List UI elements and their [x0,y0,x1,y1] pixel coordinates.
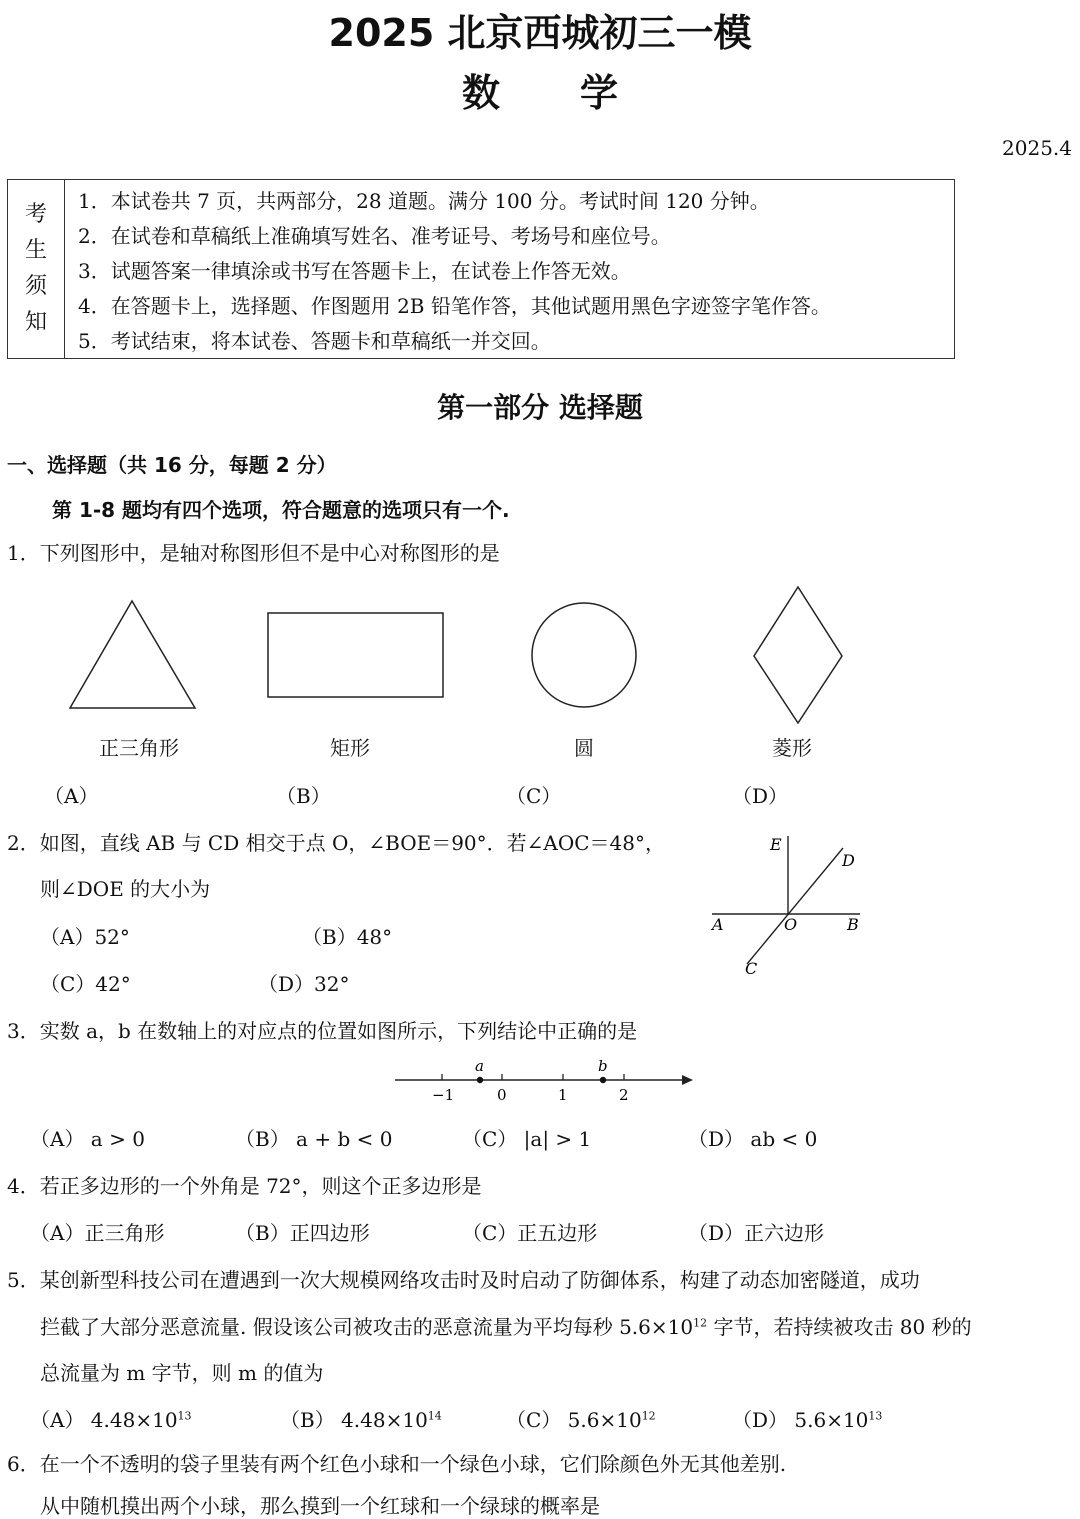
q6-line2: 从中随机摸出两个小球，那么摸到一个红球和一个绿球的概率是 [40,1494,600,1518]
q5-option [506,1404,656,1433]
rectangle-shape [268,613,443,697]
notice-item: 3．试题答案一律填涂或书写在答题卡上，在试卷上作答无效。 [78,259,631,283]
q2-option: （B）48° [302,925,393,949]
q5-option-exp: 12 [641,1409,656,1423]
triangle-shape [70,601,195,708]
tick-label: 1 [558,1086,568,1104]
q5-option [280,1404,442,1433]
q1-stem: 1．下列图形中，是轴对称图形但不是中心对称图形的是 [7,541,500,565]
q2-figure [700,826,880,986]
q5-option-exp: 13 [868,1409,883,1423]
notice-label-char: 考 [24,202,47,227]
axis-arrow [682,1075,693,1085]
subject-title: 数学 [461,71,698,115]
q1-option: （B） [276,784,331,808]
q6-line1: 6．在一个不透明的袋子里装有两个红色小球和一个绿色小球，它们除颜色外无其他差别. [7,1452,787,1476]
q1-figures [0,580,1080,730]
q5-exponent: 12 [693,1316,708,1330]
q5-line2-text: 拦截了大部分恶意流量. 假设该公司被攻击的恶意流量为平均每秒 5.6×10 [40,1315,694,1339]
q4-option: （B）正四边形 [235,1221,370,1245]
notice-label [8,180,65,358]
section-title: 一、选择题（共 16 分，每题 2 分） [7,453,337,477]
q1-caption: 正三角形 [99,736,179,760]
notice-items [78,184,831,359]
q5-option-base: （B） 4.48×10 [280,1408,428,1432]
circle-shape [532,603,636,707]
q1-caption: 圆 [574,736,594,760]
q1-option: （C） [506,784,562,808]
tick-label: 0 [497,1086,507,1104]
exam-title: 2025 北京西城初三一模 [328,11,752,55]
point-a [477,1077,483,1083]
q3-number-line [380,1052,710,1104]
q5-option-base: （D） 5.6×10 [732,1408,869,1432]
label-d: D [842,851,855,870]
q2-stem-line1: 2．如图，直线 AB 与 CD 相交于点 O，∠BOE＝90°．若∠AOC＝48°， [7,831,666,855]
tick-label: 2 [619,1086,629,1104]
q1-option: （A） [44,784,99,808]
notice-label-char: 生 [24,238,47,263]
q5-line3: 总流量为 m 字节，则 m 的值为 [40,1361,324,1385]
q4-option: （D）正六边形 [688,1221,825,1245]
notice-label-char: 须 [24,274,47,299]
q5-line2-tail: 字节，若持续被攻击 80 秒的 [707,1315,972,1339]
q4-option: （C）正五边形 [462,1221,598,1245]
q5-line1: 5．某创新型科技公司在遭遇到一次大规模网络攻击时及时启动了防御体系，构建了动态加密隧道，成功 [7,1268,920,1292]
part-title: 第一部分 选择题 [437,391,643,424]
q1-caption: 矩形 [330,736,370,760]
q5-line2 [40,1311,972,1340]
q1-option: （D） [732,784,789,808]
q5-option-base: （A） 4.48×10 [30,1408,178,1432]
q2-option: （D）32° [258,972,350,996]
label-b: B [847,915,859,934]
notice-item: 1．本试卷共 7 页，共两部分，28 道题。满分 100 分。考试时间 120 分钟。 [78,189,770,213]
q5-option-exp: 13 [177,1409,192,1423]
point-label: b [598,1057,608,1075]
q3-option: （B） a + b < 0 [235,1127,393,1151]
tick-label: −1 [432,1086,455,1104]
section-note: 第 1-8 题均有四个选项，符合题意的选项只有一个. [52,498,510,522]
q3-option: （C） |a| > 1 [462,1127,592,1151]
q5-option-exp: 14 [427,1409,442,1423]
point-b [600,1077,606,1083]
label-e: E [770,835,782,854]
q4-option: （A）正三角形 [30,1221,165,1245]
rhombus-shape [754,587,842,723]
q5-option [30,1404,192,1433]
q1-caption: 菱形 [772,736,812,760]
notice-item: 2．在试卷和草稿纸上准确填写姓名、准考证号、考场号和座位号。 [78,224,671,248]
line-cd [747,848,843,964]
point-label: a [475,1057,484,1075]
notice-item: 5．考试结束，将本试卷、答题卡和草稿纸一并交回。 [78,329,551,353]
label-o: O [784,915,798,934]
q5-option [732,1404,882,1433]
q5-option-base: （C） 5.6×10 [506,1408,642,1432]
q3-option: （A） a > 0 [30,1127,145,1151]
label-a: A [712,915,724,934]
q3-option: （D） ab < 0 [688,1127,818,1151]
notice-box [7,179,955,359]
q3-stem: 3．实数 a，b 在数轴上的对应点的位置如图所示，下列结论中正确的是 [7,1019,638,1043]
exam-date: 2025.4 [1002,136,1072,160]
notice-item: 4．在答题卡上，选择题、作图题用 2B 铅笔作答，其他试题用黑色字迹签字笔作答。 [78,294,831,318]
label-c: C [745,959,758,978]
notice-label-char: 知 [24,310,47,335]
q2-option: （A）52° [40,925,130,949]
q2-stem-line2: 则∠DOE 的大小为 [40,877,211,901]
q2-option: （C）42° [40,972,131,996]
q4-stem: 4．若正多边形的一个外角是 72°，则这个正多边形是 [7,1174,482,1198]
